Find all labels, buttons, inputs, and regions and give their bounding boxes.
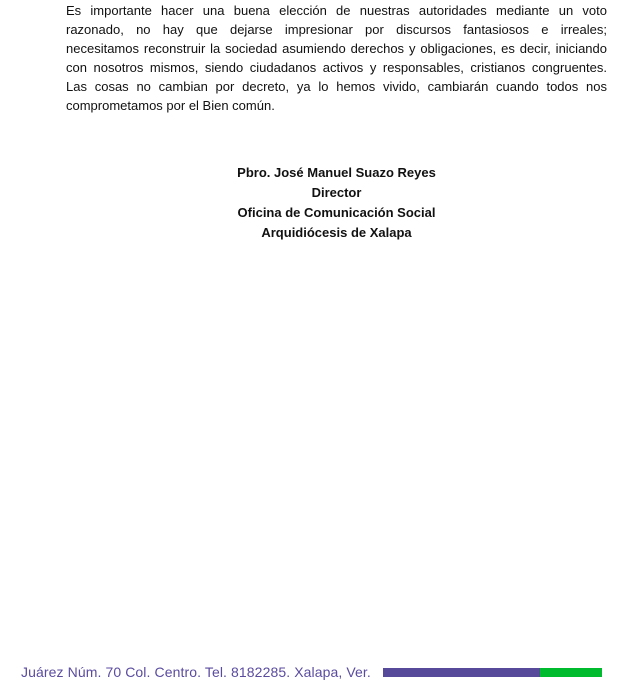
- signature-role: Director: [311, 185, 362, 200]
- footer-bar-green-segment: [540, 668, 602, 677]
- body-paragraph: [66, 1, 607, 115]
- paragraph-line: con nosotros mismos, siendo ciudadanos activos y responsables, cristianos congruentes.: [66, 60, 607, 75]
- footer-address: Juárez Núm. 70 Col. Centro. Tel. 8182285. Xalapa, Ver.: [21, 664, 371, 680]
- paragraph-line: Las cosas no cambian por decreto, ya lo hemos vivido, cambiarán cuando todos nos: [66, 79, 607, 94]
- paragraph-line: Es importante hacer una buena elección de nuestras autoridades mediante un voto: [66, 3, 607, 18]
- paragraph-line: necesitamos reconstruir la sociedad asumiendo derechos y obligaciones, es decir, iniciando: [66, 41, 607, 56]
- signature-organization: Arquidiócesis de Xalapa: [261, 225, 412, 240]
- signature-office: Oficina de Comunicación Social: [237, 205, 436, 220]
- footer-accent-bar: [383, 668, 602, 677]
- signature-block: [66, 163, 607, 243]
- paragraph-line: comprometamos por el Bien común.: [66, 98, 275, 113]
- paragraph-line: razonado, no hay que dejarse impresionar por discursos fantasiosos e irreales;: [66, 22, 607, 37]
- signature-name: Pbro. José Manuel Suazo Reyes: [237, 165, 436, 180]
- footer-bar-purple-segment: [383, 668, 540, 677]
